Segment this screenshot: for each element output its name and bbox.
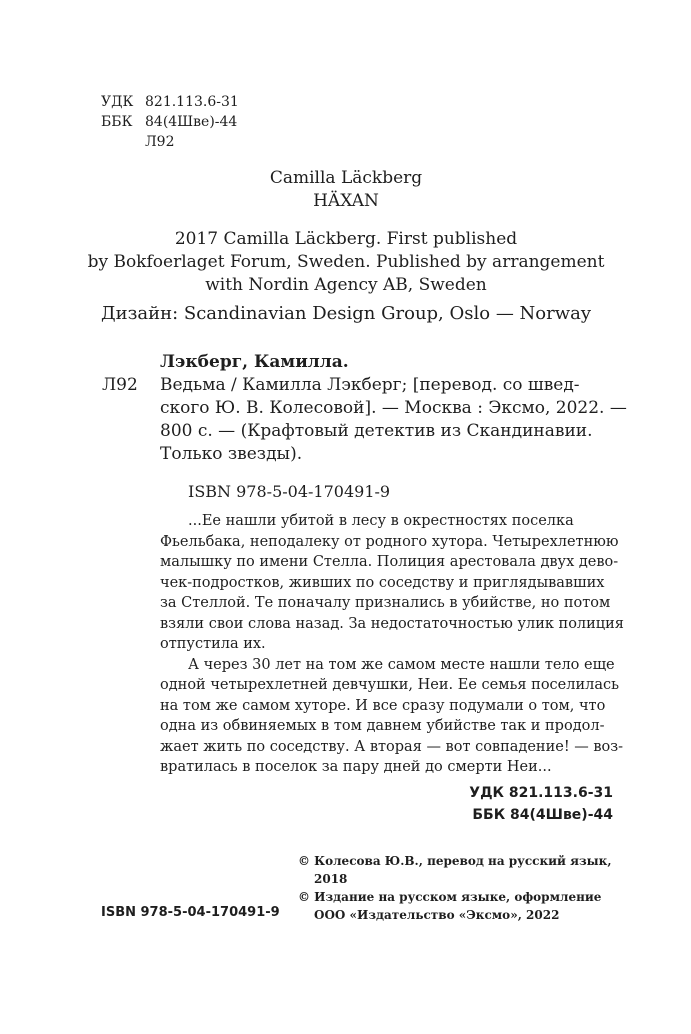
annotation-line: на том же самом хуторе. И все сразу подумали о том, что bbox=[160, 697, 606, 714]
udk-row bbox=[101, 92, 239, 112]
annotation-line: А через 30 лет на том же самом месте нашли тело еще bbox=[188, 656, 615, 673]
annotation-line: за Стеллой. Те поначалу признались в убийстве, но потом bbox=[160, 595, 611, 611]
isbn-bottom: ISBN 978-5-04-170491-9 bbox=[101, 905, 280, 920]
bib-description bbox=[160, 374, 627, 466]
bbk-label: ББК bbox=[101, 114, 133, 130]
bib-isbn: ISBN 978-5-04-170491-9 bbox=[188, 482, 391, 501]
annotation-line: чек-подростков, живших по соседству и приглядывавших bbox=[160, 574, 605, 591]
original-title: HÄXAN bbox=[313, 191, 379, 211]
bib-description-line: 800 с. — (Крафтовый детектив из Скандинавии. bbox=[160, 421, 593, 441]
copyright-publisher: ООО «Издательство «Эксмо», 2022 bbox=[314, 908, 560, 922]
annotation bbox=[160, 511, 624, 778]
bbk-value: 84(4Шве)-44 bbox=[145, 114, 238, 130]
annotation-line: ...Ее нашли убитой в лесу в окрестностях поселка bbox=[188, 513, 574, 529]
annotation-line: малышку по имени Стелла. Полиция арестовала двух дево- bbox=[160, 554, 619, 570]
author-mark-row bbox=[101, 132, 239, 152]
original-copyright bbox=[80, 228, 612, 297]
copyright-block bbox=[298, 852, 612, 924]
bib-author-mark: Л92 bbox=[102, 375, 138, 395]
classification-block-top bbox=[101, 92, 239, 152]
original-author: Camilla Läckberg bbox=[269, 168, 423, 188]
bbk-row bbox=[101, 112, 239, 132]
bib-description-line: Только звезды). bbox=[160, 444, 303, 464]
bib-description-line: Ведьма / Камилла Лэкберг; [перевод. со швед- bbox=[160, 375, 580, 395]
annotation-line: взяли свои слова назад. За недостаточностью улик полиция bbox=[160, 615, 624, 632]
author-mark-top: Л92 bbox=[145, 134, 175, 150]
annotation-line: одной четырехлетней девчушки, Неи. Ее семья поселилась bbox=[160, 677, 620, 693]
classification-block-bottom bbox=[469, 782, 613, 826]
original-copyright-line: with Nordin Agency AB, Sweden bbox=[205, 275, 487, 295]
copyright-edition: © Издание на русском языке, оформление bbox=[298, 890, 602, 904]
original-copyright-line: 2017 Camilla Läckberg. First published bbox=[174, 229, 518, 249]
udk-label: УДК bbox=[101, 94, 134, 110]
annotation-line: жает жить по соседству. А вторая — вот совпадение! — воз- bbox=[160, 738, 624, 755]
bib-author-heading: Лэкберг, Камилла. bbox=[160, 352, 349, 372]
original-copyright-line: by Bokfoerlaget Forum, Sweden. Published by arrangement bbox=[87, 252, 605, 272]
udk-bottom: УДК 821.113.6-31 bbox=[469, 785, 613, 801]
annotation-line: вратилась в поселок за пару дней до смерти Неи... bbox=[160, 759, 552, 775]
annotation-line: одна из обвиняемых в том давнем убийстве так и продол- bbox=[160, 718, 605, 734]
udk-value: 821.113.6-31 bbox=[145, 94, 239, 110]
design-credit: Дизайн: Scandinavian Design Group, Oslo — Norway bbox=[100, 303, 592, 324]
bib-description-line: ского Ю. В. Колесовой]. — Москва : Эксмо, 2022. — bbox=[160, 398, 627, 418]
copyright-translation: © Колесова Ю.В., перевод на русский язык, bbox=[298, 854, 612, 868]
annotation-line: отпустила их. bbox=[160, 636, 266, 652]
bbk-bottom: ББК 84(4Шве)-44 bbox=[472, 807, 613, 823]
annotation-line: Фьельбака, неподалеку от родного хутора. Четырехлетнюю bbox=[160, 533, 619, 550]
copyright-translation-year: 2018 bbox=[314, 872, 348, 886]
